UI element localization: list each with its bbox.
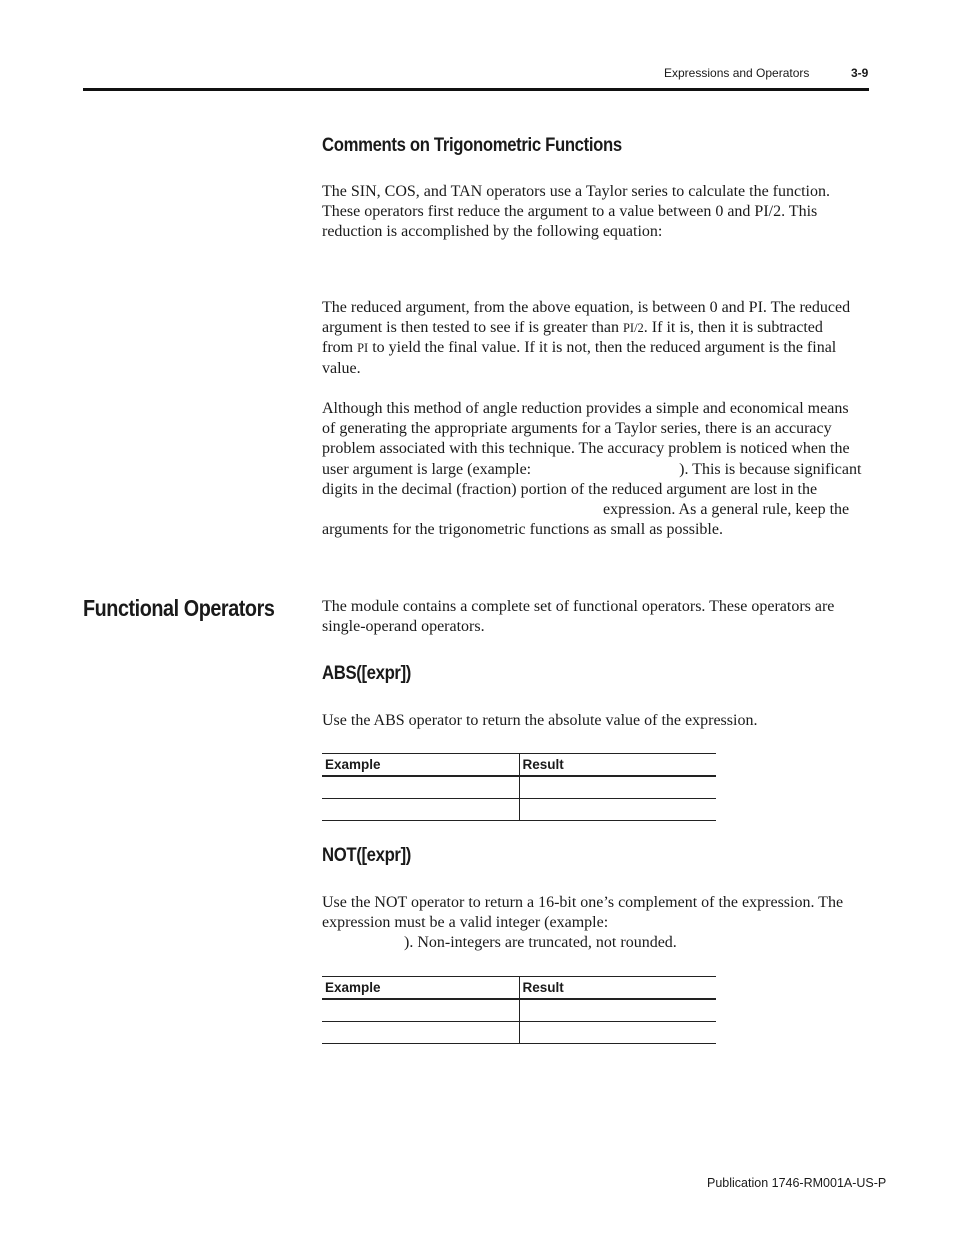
column-header-example: Example <box>322 977 519 1000</box>
trig-paragraph-3 <box>322 399 870 540</box>
text-line: The SIN, COS, and TAN operators use a Taylor series to calculate the function. <box>322 183 830 200</box>
functional-operators-intro <box>322 597 870 637</box>
code-pi-half: PI/2 <box>622 321 644 336</box>
abs-heading: ABS([expr]) <box>322 663 412 684</box>
text-line: arguments for the trigonometric functions as small as possible. <box>322 521 723 539</box>
text-line <box>322 338 870 358</box>
functional-operators-heading: Functional Operators <box>83 595 275 621</box>
table-cell <box>519 999 716 1022</box>
not-description <box>322 893 870 954</box>
text-line: Although this method of angle reduction provides a simple and economical means <box>322 400 849 417</box>
not-example-table <box>322 976 716 1044</box>
trig-heading: Comments on Trigonometric Functions <box>322 135 622 156</box>
footer-publication: Publication 1746-RM001A-US-P <box>707 1176 887 1190</box>
text-line: problem associated with this technique. The accuracy problem is noticed when the <box>322 440 850 458</box>
text-span: ). This is because significant <box>679 460 862 478</box>
text-line: These operators first reduce the argument to a value between 0 and PI/2. This <box>322 203 818 221</box>
text-line <box>322 318 870 338</box>
table-cell <box>322 799 519 821</box>
text-line: expression must be a valid integer (example: <box>322 914 609 932</box>
text-line: The reduced argument, from the above equation, is between 0 and PI. The reduced <box>322 299 851 316</box>
text-line: Use the NOT operator to return a 16-bit one’s complement of the expression. The <box>322 894 844 911</box>
abs-example-table <box>322 753 716 821</box>
text-line <box>322 460 870 480</box>
text-span: . If it is, then it is subtracted <box>643 319 823 337</box>
trig-paragraph-1 <box>322 182 870 243</box>
text-line: ). Non-integers are truncated, not rounded. <box>404 934 677 952</box>
text-span: user argument is large (example: <box>322 460 532 478</box>
table-cell <box>322 776 519 799</box>
table-cell <box>322 1022 519 1044</box>
table-cell <box>519 1022 716 1044</box>
table-cell <box>519 799 716 821</box>
text-line: expression. As a general rule, keep the <box>603 501 850 519</box>
table-cell <box>519 776 716 799</box>
text-line: of generating the appropriate arguments for a Taylor series, there is an accuracy <box>322 420 832 438</box>
text-span: from <box>322 339 358 357</box>
table-header-row <box>322 754 716 777</box>
text-span: argument is then tested to see if is greater than <box>322 319 623 337</box>
table-header-row <box>322 977 716 1000</box>
not-heading: NOT([expr]) <box>322 845 412 866</box>
text-line: The module contains a complete set of functional operators. These operators are <box>322 598 835 615</box>
trig-paragraph-2 <box>322 298 870 379</box>
table-row <box>322 999 716 1022</box>
table-row <box>322 776 716 799</box>
text-span: to yield the final value. If it is not, then the reduced argument is the final <box>368 339 837 357</box>
code-pi: PI <box>357 341 369 356</box>
text-line: reduction is accomplished by the following equation: <box>322 223 663 241</box>
page-number: 3-9 <box>851 66 869 80</box>
column-header-example: Example <box>322 754 519 777</box>
table-row <box>322 1022 716 1044</box>
header-rule <box>83 88 869 91</box>
text-line: value. <box>322 359 361 377</box>
text-line: digits in the decimal (fraction) portion of the reduced argument are lost in the <box>322 480 818 498</box>
column-header-result: Result <box>519 977 716 1000</box>
table-row <box>322 799 716 821</box>
text-line: Use the ABS operator to return the absolute value of the expression. <box>322 712 758 729</box>
running-title: Expressions and Operators <box>664 66 810 80</box>
column-header-result: Result <box>519 754 716 777</box>
table-cell <box>322 999 519 1022</box>
text-line: single-operand operators. <box>322 618 485 636</box>
abs-description <box>322 711 870 731</box>
